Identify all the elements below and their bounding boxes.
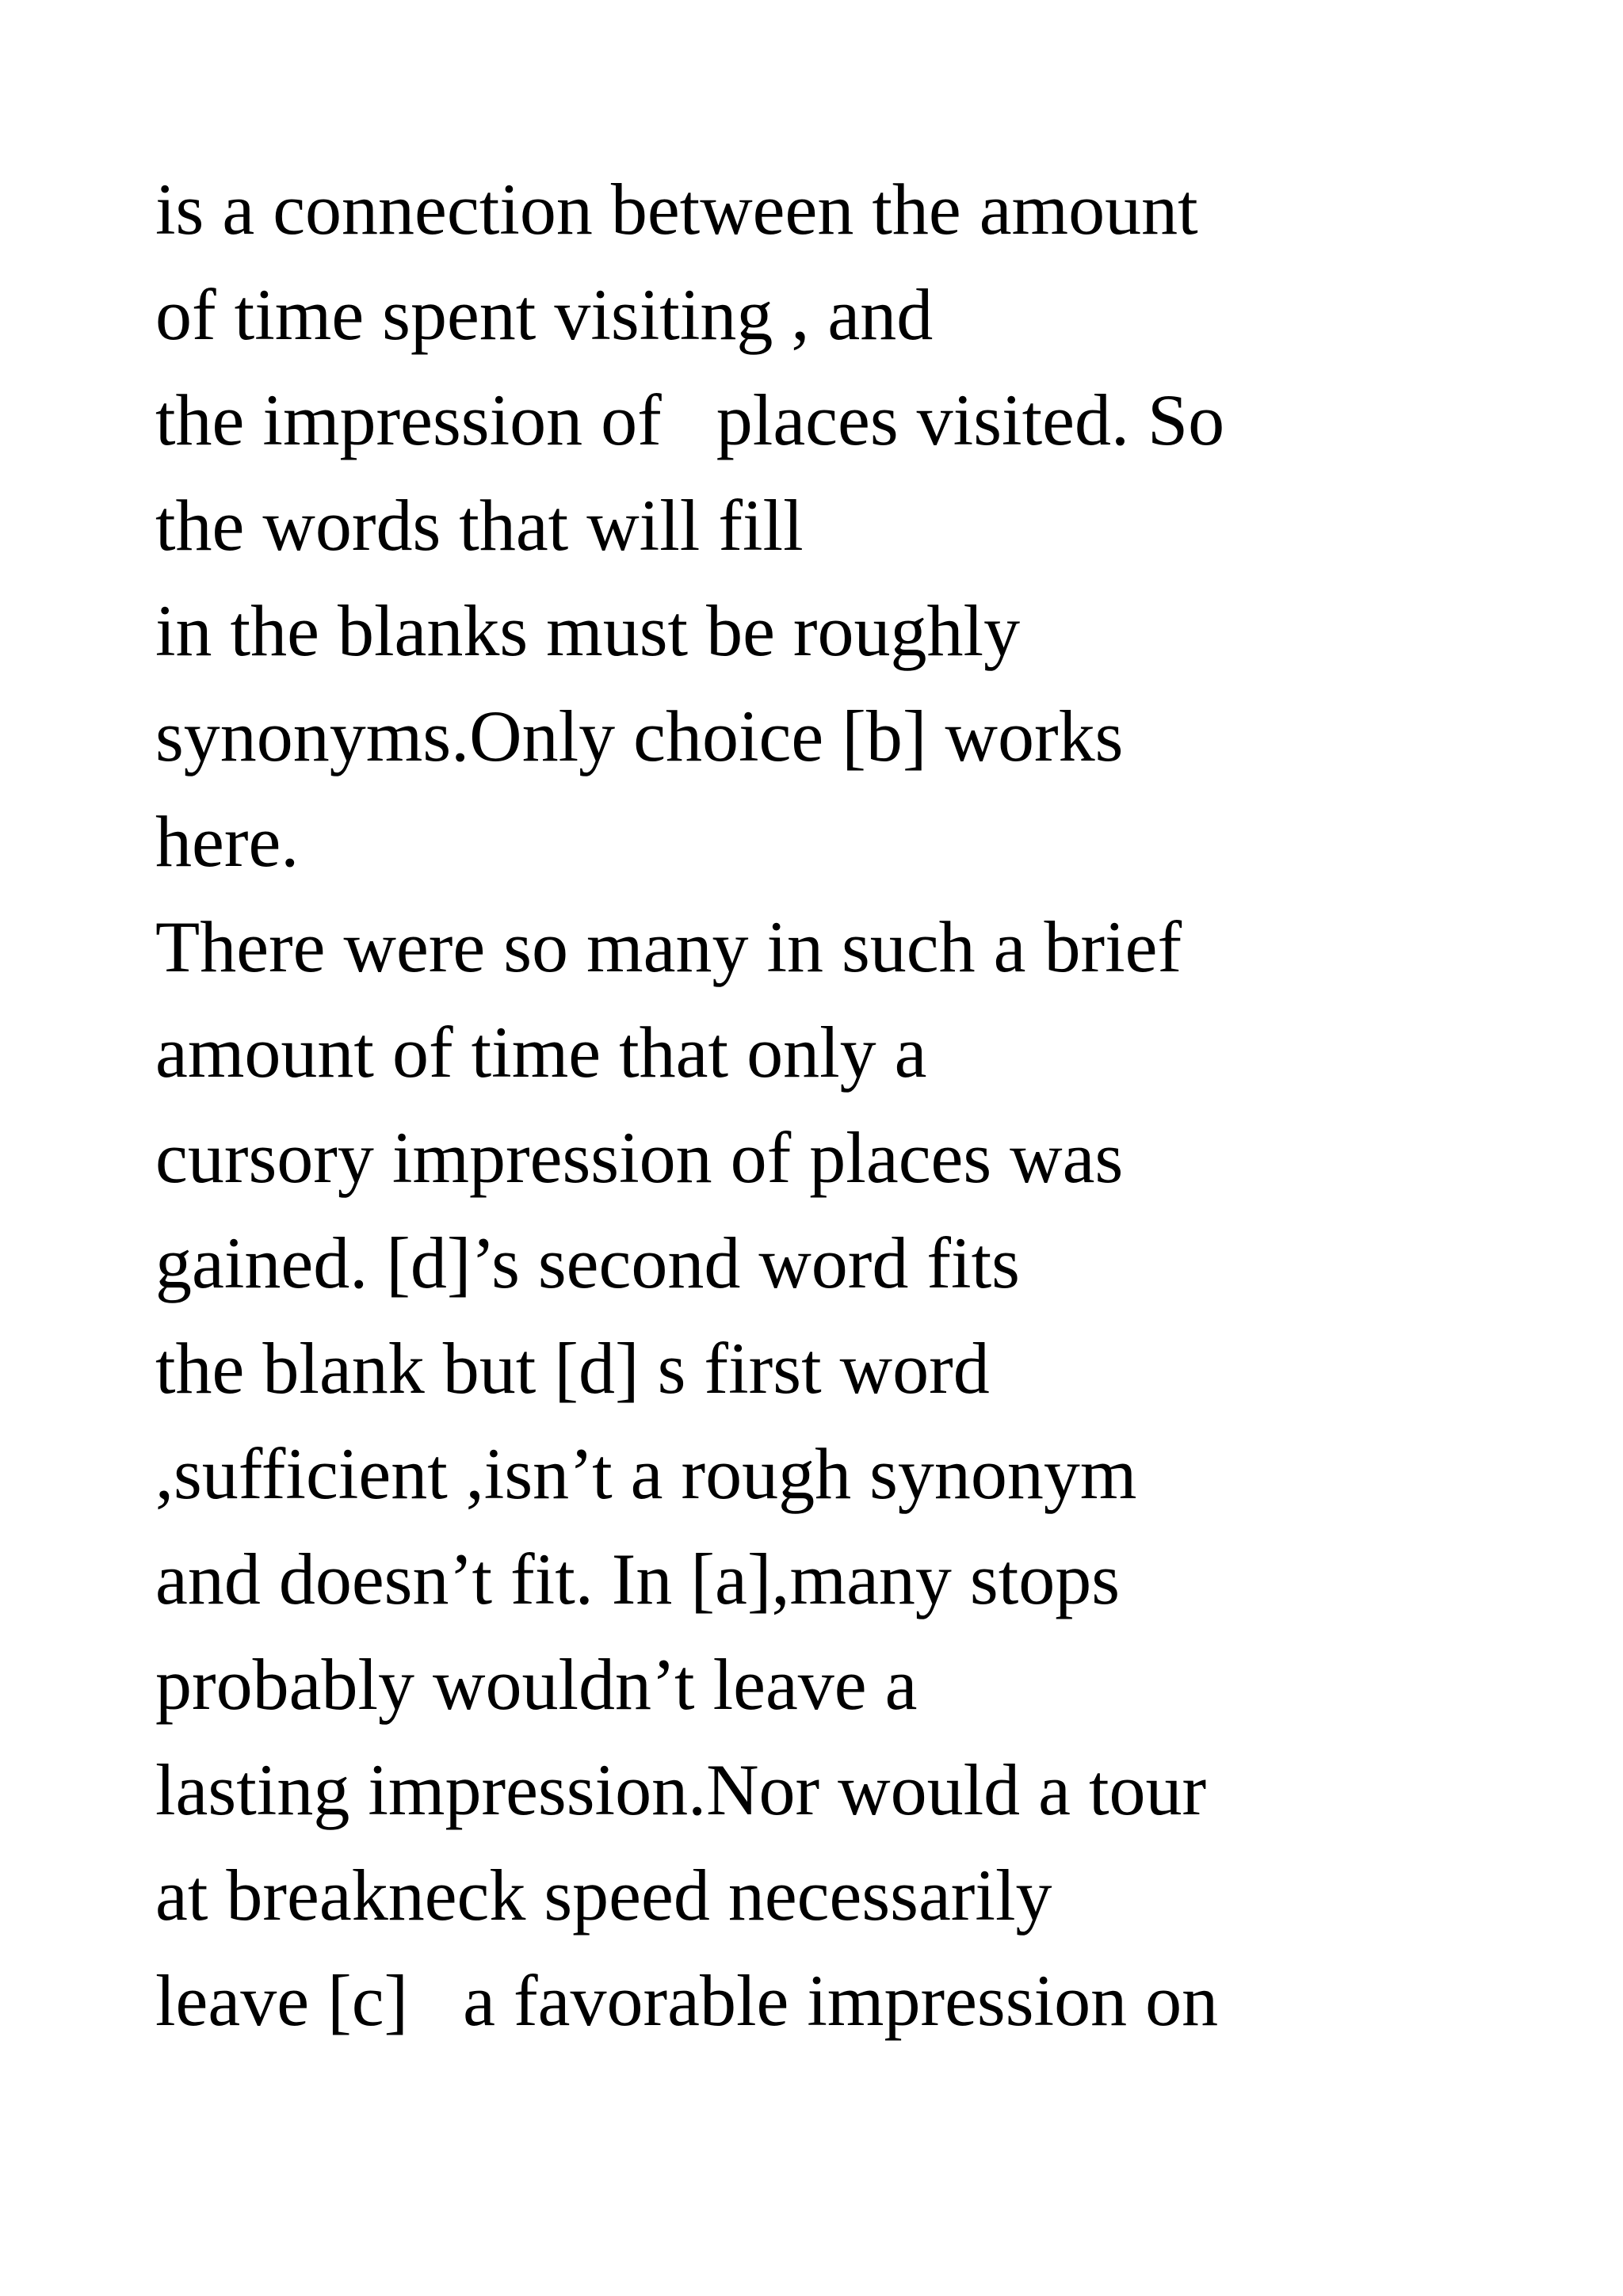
text-line: ,sufficient ,isn’t a rough synonym <box>155 1433 1137 1514</box>
text-line: here. <box>155 801 300 882</box>
text-line: cursory impression of places was <box>155 1117 1124 1198</box>
text-line: in the blanks must be roughly <box>155 590 1021 671</box>
text-line: lasting impression.Nor would a tour <box>155 1749 1207 1830</box>
text-line: the words that will fill <box>155 485 804 566</box>
text-line: There were so many in such a brief <box>155 906 1182 987</box>
text-line: at breakneck speed necessarily <box>155 1855 1052 1936</box>
text-line: amount of time that only a <box>155 1012 927 1093</box>
text-line: and doesn’t fit. In [a],many stops <box>155 1539 1121 1619</box>
text-line: leave [c] a favorable impression on <box>155 1960 1219 2041</box>
text-line: the impression of places visited. So <box>155 379 1225 460</box>
text-line: the blank but [d] s first word <box>155 1328 990 1409</box>
text-line: gained. [d]’s second word fits <box>155 1222 1020 1303</box>
body-text <box>155 157 1598 2054</box>
text-line: is a connection between the amount <box>155 169 1198 250</box>
text-line: of time spent visiting , and <box>155 274 934 355</box>
text-line: probably wouldn’t leave a <box>155 1644 918 1725</box>
text-line: synonyms.Only choice [b] works <box>155 696 1124 776</box>
